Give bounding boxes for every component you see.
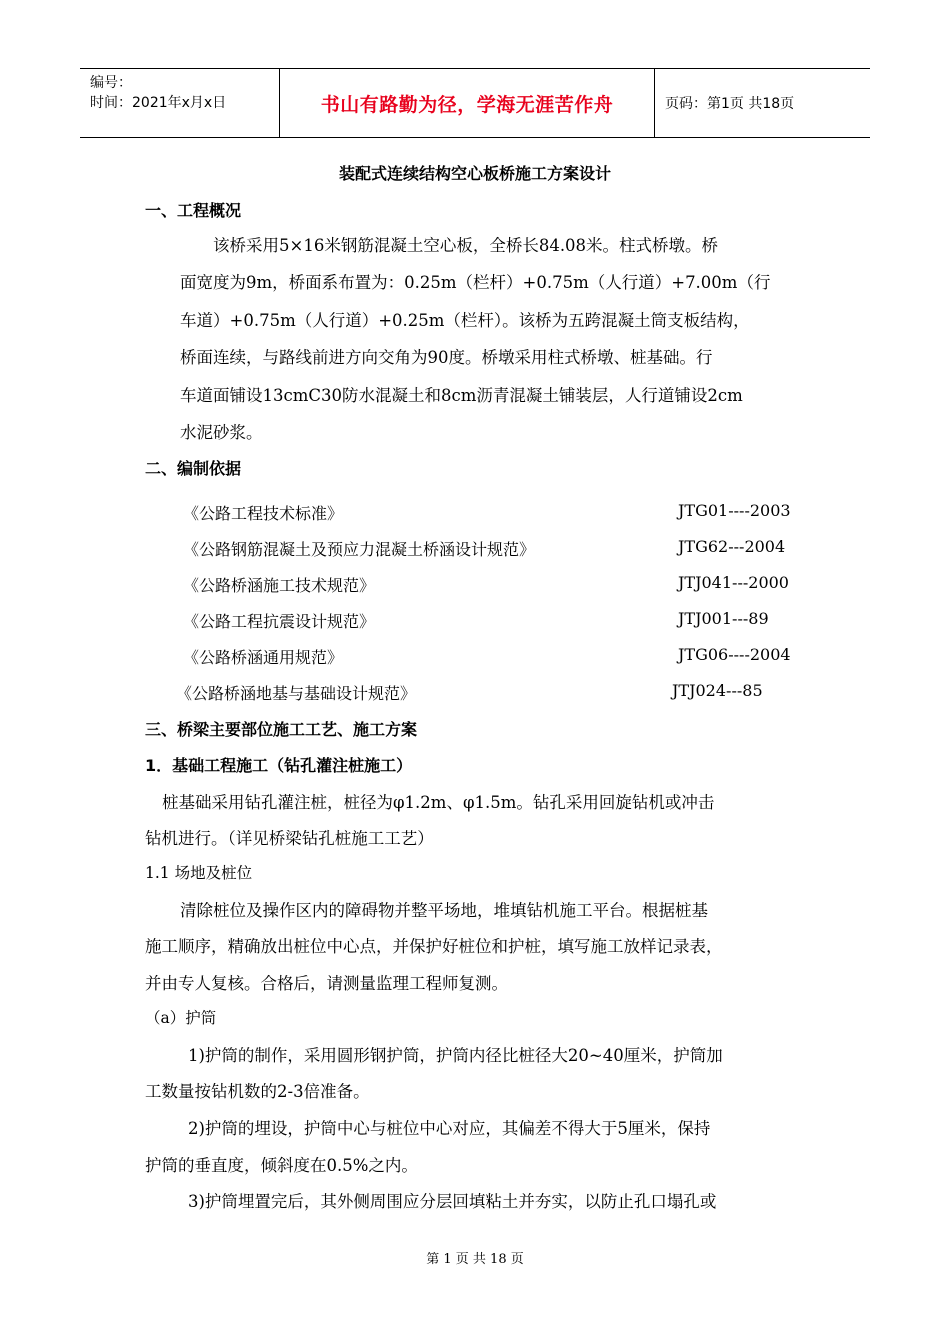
standard-code: JTJ041---2000 bbox=[678, 573, 789, 592]
standard-name: 《公路工程抗震设计规范》 bbox=[183, 612, 376, 631]
standard-code: JTG01----2003 bbox=[678, 501, 791, 520]
subsection-a-heading: （a）护筒 bbox=[145, 1009, 217, 1027]
section-3-heading: 三、桥梁主要部位施工工艺、施工方案 bbox=[145, 720, 418, 739]
standard-code: JTJ024---85 bbox=[672, 681, 763, 700]
section-3-1-heading: 1．基础工程施工（钻孔灌注桩施工） bbox=[145, 756, 413, 775]
body-line: 桩基础采用钻孔灌注桩，桩径为φ1.2m、φ1.5m。钻孔采用回旋钻机或冲击 bbox=[162, 793, 715, 812]
document-title: 装配式连续结构空心板桥施工方案设计 bbox=[338, 164, 611, 183]
section-2-heading: 二、编制依据 bbox=[145, 459, 242, 478]
body-line: 车道）+0.75m（人行道）+0.25m（栏杆）。该桥为五跨混凝土筒支板结构， bbox=[180, 311, 750, 330]
body-line: 水泥砂浆。 bbox=[180, 423, 263, 442]
standard-code: JTJ001---89 bbox=[678, 609, 769, 628]
body-line: 施工顺序，精确放出桩位中心点，并保护好桩位和护桩，填写施工放样记录表， bbox=[145, 937, 723, 956]
body-line: 清除桩位及操作区内的障碍物并整平场地，堆填钻机施工平台。根据桩基 bbox=[180, 901, 708, 920]
header-time-label: 时间：2021年x月x日 bbox=[90, 95, 227, 111]
body-line: 3)护筒埋置完后，其外侧周围应分层回填粘土并夯实，以防止孔口塌孔或 bbox=[188, 1192, 717, 1211]
section-1-heading: 一、工程概况 bbox=[145, 201, 242, 220]
header-motto: 书山有路勤为径，学海无涯苦作舟 bbox=[320, 93, 614, 116]
body-line: 工数量按钻机数的2-3倍准备。 bbox=[145, 1082, 370, 1101]
standard-name: 《公路桥涵施工技术规范》 bbox=[183, 576, 376, 595]
body-line: 该桥采用5×16米钢筋混凝土空心板，全桥长84.08米。柱式桥墩。桥 bbox=[213, 236, 719, 255]
body-line: 护筒的垂直度，倾斜度在0.5%之内。 bbox=[145, 1156, 418, 1175]
body-line: 车道面铺设13cmC30防水混凝土和8cm沥青混凝土铺装层，人行道铺设2cm bbox=[180, 386, 743, 405]
body-line: 钻机进行。（详见桥梁钻孔桩施工工艺） bbox=[145, 829, 434, 848]
page-footer: 第 1 页 共 18 页 bbox=[426, 1252, 524, 1267]
standard-name: 《公路桥涵通用规范》 bbox=[183, 648, 344, 667]
body-line: 面宽度为9m，桥面系布置为：0.25m（栏杆）+0.75m（人行道）+7.00m（行 bbox=[180, 273, 771, 292]
standard-name: 《公路钢筋混凝土及预应力混凝土桥涵设计规范》 bbox=[183, 540, 536, 559]
header-number-label: 编号： bbox=[90, 75, 132, 91]
header-page-info: 页码：第1页 共18页 bbox=[665, 96, 795, 112]
body-line: 并由专人复核。合格后，请测量监理工程师复测。 bbox=[145, 974, 508, 993]
header-motto-cell bbox=[280, 69, 655, 137]
standard-name: 《公路工程技术标准》 bbox=[183, 504, 344, 523]
standard-name: 《公路桥涵地基与基础设计规范》 bbox=[176, 684, 417, 703]
body-line: 2)护筒的埋设，护筒中心与桩位中心对应，其偏差不得大于5厘米，保持 bbox=[188, 1119, 711, 1138]
document-header bbox=[80, 68, 870, 138]
body-line: 桥面连续，与路线前进方向交角为90度。桥墩采用柱式桥墩、桩基础。行 bbox=[180, 348, 713, 367]
body-line: 1)护筒的制作，采用圆形钢护筒，护筒内径比桩径大20~40厘米，护筒加 bbox=[188, 1046, 723, 1065]
standard-code: JTG06----2004 bbox=[678, 645, 791, 664]
header-meta-cell bbox=[80, 69, 280, 137]
section-1-1-heading: 1.1 场地及桩位 bbox=[145, 864, 253, 882]
standard-code: JTG62---2004 bbox=[678, 537, 786, 556]
